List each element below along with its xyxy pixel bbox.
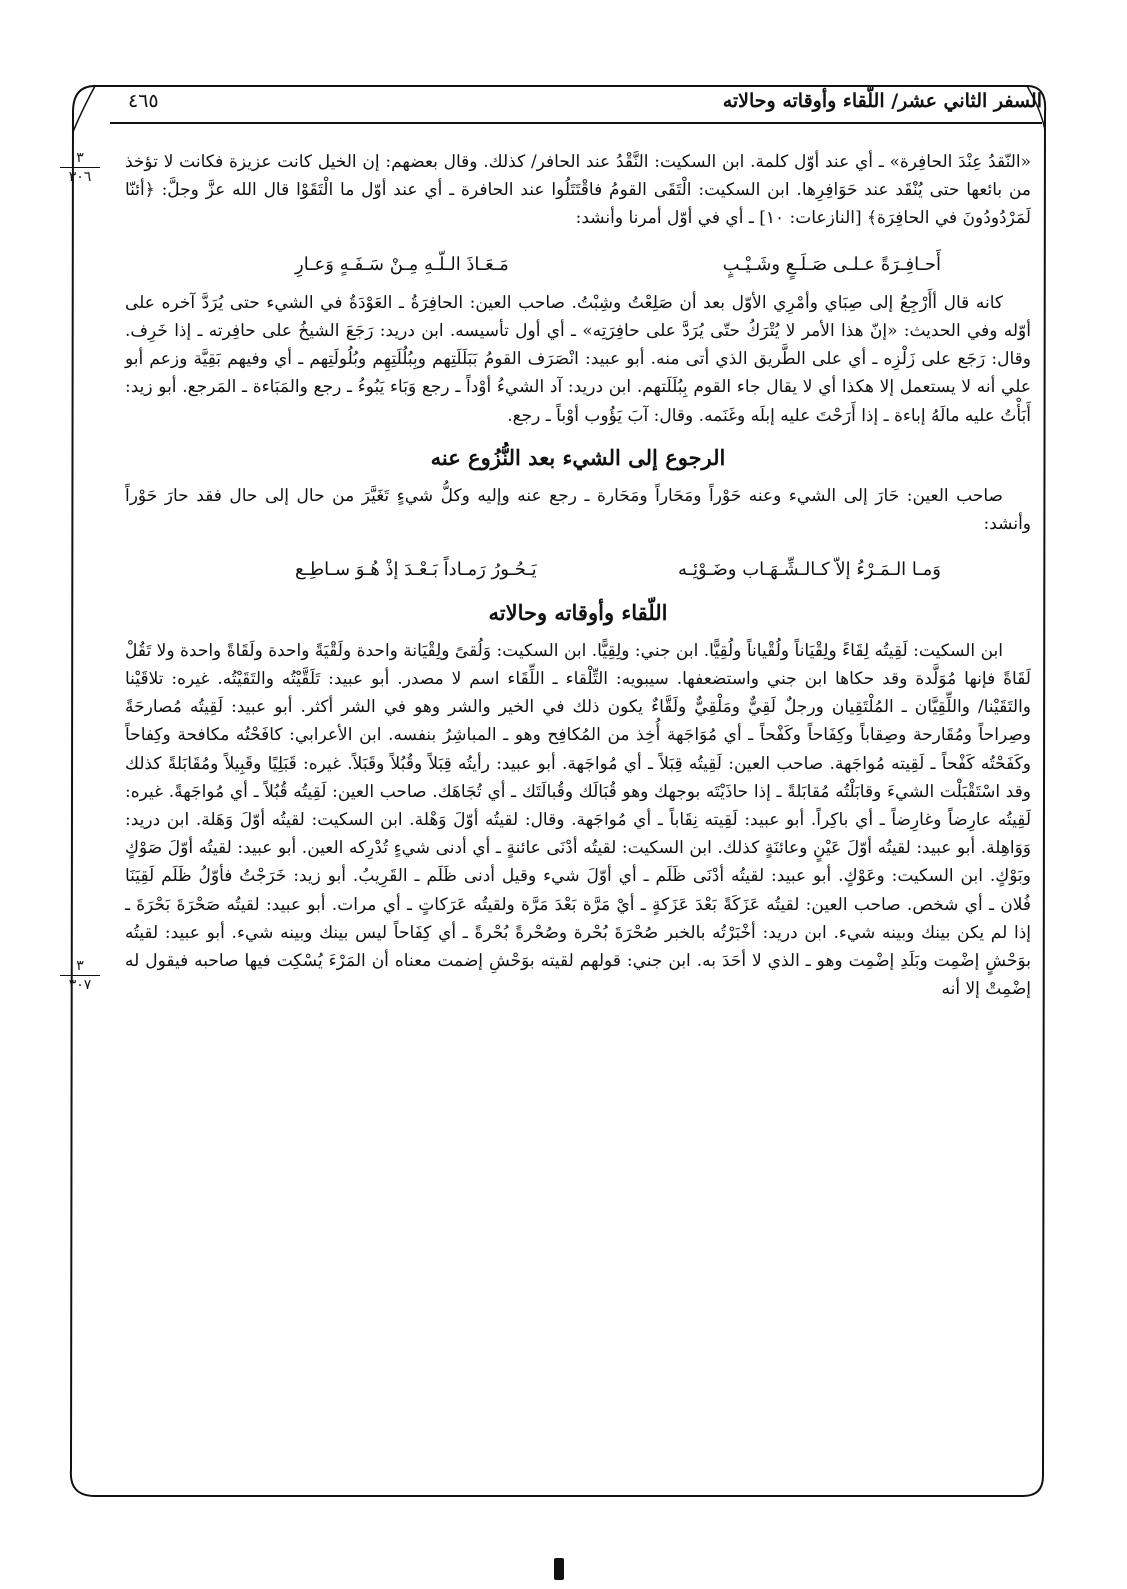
verse-hemistich-left: مَـعَـاذَ الـلّـهِ مِـنْ سَـفَـهٍ وَعـارِ — [295, 253, 509, 275]
margin-ref-volume: ٣ — [60, 150, 100, 168]
verse-hemistich-right: وَمـا الـمَـرْءُ إلاّ كـالـشِّـهَـاب وضَـوْئِـه — [678, 559, 941, 581]
section-heading: اللّقاء وأوقاته وحالاته — [488, 599, 668, 625]
page-number: ٤٦٥ — [128, 90, 159, 112]
page-body — [125, 148, 1031, 1003]
verse-hemistich-left: يَـحُـورُ رَمـاداً بَـعْـدَ إذْ هُـوَ سـاطِـع — [295, 559, 537, 581]
section-heading: الرجوع إلى الشيء بعد النُّزُوع عنه — [430, 444, 726, 470]
paragraph: «النّقدُ عِنْدَ الحافِرة» ـ أي عند أوّل كلمة. ابن السكيت: النَّقْدُ عند الحافر/ كذلك. وقال بعضهم: إن الخيل كانت عزيزة فكانت لا تؤخذ من بائعها حتى يُنْقَد عند حَوَافِرِها. ابن السكيت: الْتَقَى القومُ فاقْتَتَلُوا عند الحافرة ـ أي عند أوّل ما الْتَقَوْا قال الله عزَّ وجلَّ: ﴿أئنّا لَمَرْدُودُونَ في الحافِرَة﴾ [النازعات: ١٠] ـ أي في أوّل أمرنا وأنشد: — [125, 152, 1032, 229]
verse-line — [295, 556, 941, 584]
header-title: السفر الثاني عشر/ اللّقاء وأوقاته وحالاته — [722, 90, 1042, 112]
paragraph: صاحب العين: حَارَ إلى الشيء وعنه حَوْراً ومَحَاراً ومَحَارة ـ رجع عنه وإليه وكلُّ شيءٍ تَغَيَّرَ من حال إلى حال فقد حارَ حَوْراً وأنشد: — [125, 486, 1031, 535]
margin-ref-volume: ٣ — [60, 958, 100, 976]
margin-ref-page: ٣٠٧ — [68, 977, 92, 993]
header-rule — [110, 122, 1042, 124]
verse-line — [295, 251, 941, 279]
paragraph: ابن السكيت: لَقِيتُه لِقَاءً ولِقْيَاناً ولُقْياناً ولُقِيًّا. ابن جني: ولِقِيًّا. ابن السكيت: وَلُقىً ولِقْيَانة واحدة ولَقْيَةً واحدة ولَقَاةً واحدة ولا تَقُلْ لَقَاةً فإنها مُوَلَّدة وقد حكاها ابن جني واستضعفها. سيبويه: التِّلْقاء ـ اللِّقَاء اسم لا مصدر. أبو عبيد: تَلَقَّيْتُه والتَقَيْتُه. غيره: تلاقَيْنا والتَقَيْنا/ واللِّقِيَّان ـ المُلْتَقِيان ورجلٌ لَقِيٌّ ومَلْقِيٌّ ولَقَّاءٌ يكون ذلك في الخير والشر وهو في الشر أكثر. أبو عبيد: لَقِيتُه مُصارحَةً وصِراحاً ومُقَارحة وصِقاباً وكِفَاحاً وكَفْحاً ـ أي مُوَاجَهة أُخِذ من المُكافِح وهو ـ المباشِرُ بنفسه. ابن الأعرابي: كافَحْتُه مكافحة وكِفاحاً وكَفَحْتُه كَفْحاً ـ لَقِيته مُواجَهة. صاحب العين: لَقِيتُه قِبَلاً ـ أي مُواجَهة. أبو عبيد: رأيتُه قِبَلاً وقُبُلاً وقَبَلاً. غيره: قَبَلِيًا وقَبِيلاً ومُقَابَلةً كذلك وقد اسْتَقْبَلْت الشيءَ وقابَلْتُه مُقابَلةً ـ إذا حاذَيْتَه بوجهك وهو قُبَالَك وقُبالَتَك ـ أي تُجَاهَك. صاحب العين: لَقِيتُه قُبُلاً ـ أي مُواجَهةً. غيره: لَقِيتُه عارِضاً وغارِضاً ـ أي باكِراً. أبو عبيد: لَقِيته نِقَاباً ـ أي مُواجَهة. وقال: لقيتُه أوّلَ وَهْلة. ابن السكيت: لقيتُه أوّلَ وَهَلة. ابن دريد: وَوَاهِلة. أبو عبيد: لقيتُه أوّلَ عَيْنٍ وعائنَةٍ كذلك. ابن السكيت: لقيتُه أدْنَى عائنةٍ ـ أي أدنى شيءٍ تُدْرِكه العين. أبو عبيد: لقيتُه أوّلَ صَوْكٍ وبَوْكٍ. ابن السكيت: وعَوْكٍ. أبو عبيد: لقيتُه أدْنَى ظَلَم ـ أي أوّلَ شيء وقيل أدنى ظَلَم ـ القَرِيبُ. أبو زيد: خَرَجْتُ فأوّلُ ظَلَم لَقِيَنَا فُلان ـ أي شخص. صاحب العين: لقيتُه عَزَكَةً بَعْدَ عَزَكةٍ ـ أيْ مَرَّة بَعْدَ مَرَّة ولقيتُه عَرَكاتٍ ـ أي مرات. أبو عبيد: لقيتُه صَحْرَةَ بَحْرَةَ ـ إذا لم يكن بينك وبينه شيء. ابن دريد: أخْبَرْتُه بالخبر صُحْرَةَ بُحْرة وصُحْرةً بُحْرةً ـ أي كِفَاحاً ليس بينك وبينه شيء. أبو عبيد: لقيتُه بوَحْشٍ إضْمِت وبَلَدِ إضْمِت وهو ـ الذي لا أحَدَ به. ابن جني: قولهم لقيته بوَحْشِ إضمت معناه أن المَرْءَ يُسْكِت فيها صاحبه فيقول له إضْمِتْ إلا أنه — [125, 640, 1031, 1000]
scan-mark — [554, 1558, 564, 1580]
running-header — [120, 86, 1042, 122]
margin-ref-page: ٣٠٦ — [68, 169, 92, 185]
margin-reference-1 — [60, 150, 100, 185]
verse-hemistich-right: أَحـافِـرَةً عـلـى صَـلَـعٍ وشَـيْـبٍ — [722, 253, 941, 275]
margin-reference-2 — [60, 958, 100, 993]
paragraph: كانه قال أأَرْجِعُ إلى صِبَاي وأمْرِي الأوّل بعد أن صَلِعْتُ وشِبْتُ. صاحب العين: الحافِرَةُ ـ العَوْدَةُ في الشيء حتى يُرَدَّ آخره على أوّله وفي الحديث: «إنّ هذا الأمر لا يُتْرَكُ حتّى يُرَدَّ على حافِرَتِه» ـ أي أول تأسيسه. ابن دريد: رَجَعَ الشيخُ على حافِرته ـ إذا خَرِف. وقال: رَجَع على زَلْزِه ـ أي على الطَّريق الذي أتى منه. أبو عبيد: انْصَرَف القومُ بَبَلَلَتِهم وبِبُلُلَتِهِم وبُلُولَتِهم ـ أي وفيهم بَقِيَّة وزعم أبو علي أنه لا يستعمل إلا هكذا أي لا يقال جاء القوم بِبُلَلَتهم. ابن دريد: آد الشيءُ أوْداً ـ رجع وَبَاء يَبُوءُ ـ رجع والمَبَاءة ـ المَرجع. أبو زيد: أَبَأْتُ عليه مالَهُ إباءة ـ إذا أَرَحْتَ عليه إبلَه وغَنَمه. وقال: آبَ يَؤُوب أوْباً ـ رجع. — [125, 292, 1031, 426]
